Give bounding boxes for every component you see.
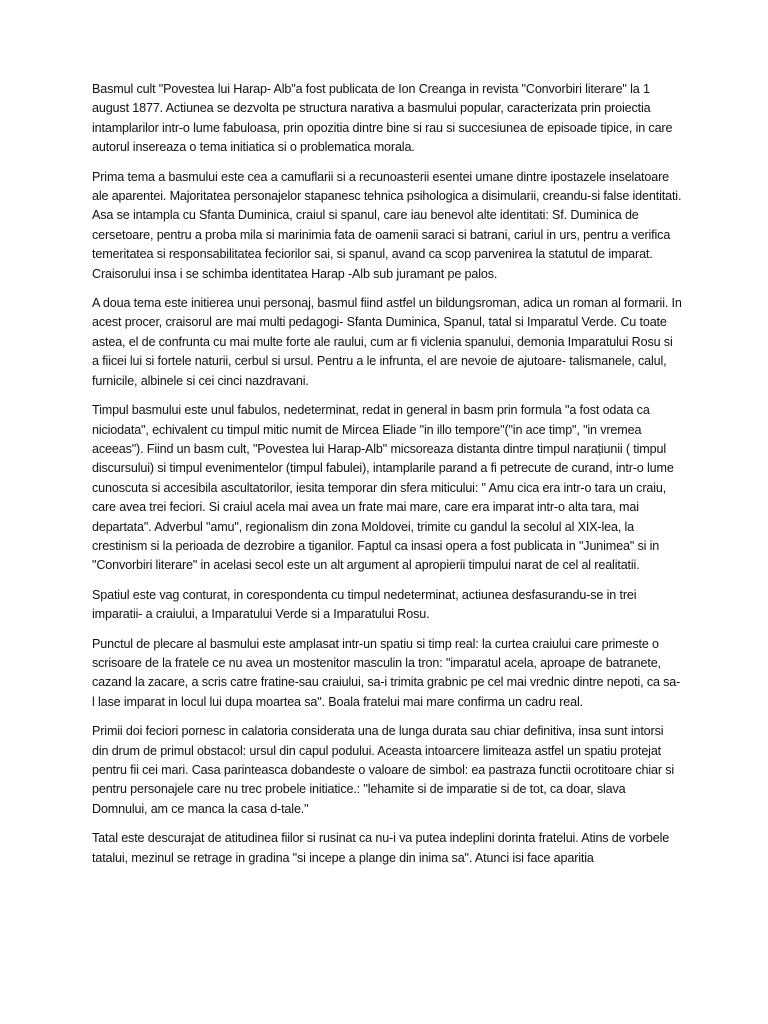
paragraph-first-theme: Prima tema a basmului este cea a camuflarii si a recunoasterii esentei umane dintre ipostazele inselatoare ale aparentei. Majoritatea personajelor stapanesc tehnica psihologica a disimularii, creandu-si false identitati. Asa se intampla cu Sfanta Duminica, craiul si spanul, care iau benevol alte identitati: Sf. Duminica de cersetoare, pentru a proba mila si marinimia fata de oamenii saraci si batrani, cariul in urs, pentru a verifica temeritatea si responsabilitatea feciorilor sai, si spanul, avand ca scop parvenirea la statutul de imparat. Craisorului insa i se schimba identitatea Harap -Alb sub juramant pe palos. [92,169,682,281]
paragraph-starting-point: Punctul de plecare al basmului este amplasat intr-un spatiu si timp real: la curtea craiului care primeste o scrisoare de la fratele ce nu avea un mostenitor masculin la tron: "imparatul acela, aproape de batranete, cazand la zacare, a scris catre fratine-sau craiului, sa-i trimita grabnic pe cel mai vrednic dintre nepoti, ca sa-l lase imparat in locul lui dupa moartea sa". Boala fratelui mai mare confirma un cadru real. [92,636,681,709]
paragraph-space: Spatiul este vag conturat, in corespondenta cu timpul nedeterminat, actiunea desfasurandu-se in trei imparatii- a craiului, a Imparatului Verde si a Imparatului Rosu. [92,587,637,622]
paragraph-intro: Basmul cult "Povestea lui Harap- Alb"a fost publicata de Ion Creanga in revista "Convorbiri literare" la 1 august 1877. Actiunea se dezvolta pe structura narativa a basmului popular, caracterizata prin proiectia intamplarilor intr-o lume fabuloasa, prin opozitia dintre bine si rau si succesiunea de episoade tipice, in care autorul insereaza o tema initiatica si o problematica morala. [92,82,673,155]
document-body [92,80,682,878]
paragraph-father: Tatal este descurajat de atitudinea fiilor si rusinat ca nu-i va putea indeplini dorinta fratelui. Atins de vorbele tatalui, mezinul se retrage in gradina "si incepe a plange din inima sa". Atunci isi face aparitia [92,831,670,865]
paragraph-time: Timpul basmului este unul fabulos, nedeterminat, redat in general in basm prin formula "a fost odata ca niciodata", echivalent cu timpul mitic numit de Mircea Eliade "in illo tempore"("in ace timp", "in vremea aceeas"). Fiind un basm cult, "Povestea lui Harap-Alb" micsoreaza distanta dintre timpul narațiunii ( timpul discursului) si timpul evenimentelor (timpul fabulei), intamplarile parand a fi petrecute de curand, intr-o lume cunoscuta si accesibila ascultatorilor, iesita temporar din sfera miticului: " Amu cica era intr-o tara un craiu, care avea trei feciori. Si craiul acela mai avea un frate mai mare, care era imparat intr-o alta tara, mai departata". Adverbul "amu", regionalism din zona Moldovei, trimite cu gandul la secolul al XIX-lea, la crestinism si la perioada de dezrobire a tiganilor. Faptul ca insasi opera a fost publicata in "Junimea" si in "Convorbiri literare" in acelasi secol este un alt argument al apropierii timpului narat de cel al realitatii. [92,403,674,573]
paragraph-first-sons: Primii doi feciori pornesc in calatoria considerata una de lunga durata sau chiar definitiva, insa sunt intorsi din drum de primul obstacol: ursul din capul podului. Aceasta intoarcere limiteaza astfel un spatiu protejat pentru fii cei mari. Casa parinteasca dobandeste o valoare de simbol: ea pastraza functii ocrotitoare chiar si pentru personajele care nu trec probele initiatice.: "lehamite si de imparatie si de tot, ca doar, slava Domnului, am ce manca la casa d-tale." [92,724,675,816]
paragraph-second-theme: A doua tema este initierea unui personaj, basmul fiind astfel un bildungsroman, adica un roman al formarii. In acest procer, craisorul are mai multi pedagogi- Sfanta Duminica, Spanul, tatal si Imparatul Verde. Cu toate astea, el de confrunta cu mai multe forte ale raului, cum ar fi viclenia spanului, demonia Imparatului Rosu si a fiicei lui si fortele naturii, cerbul si ursul. Pentru a le infrunta, el are nevoie de ajutoare- talismanele, calul, furnicile, albinele si cei cinci nazdravani. [92,296,682,388]
